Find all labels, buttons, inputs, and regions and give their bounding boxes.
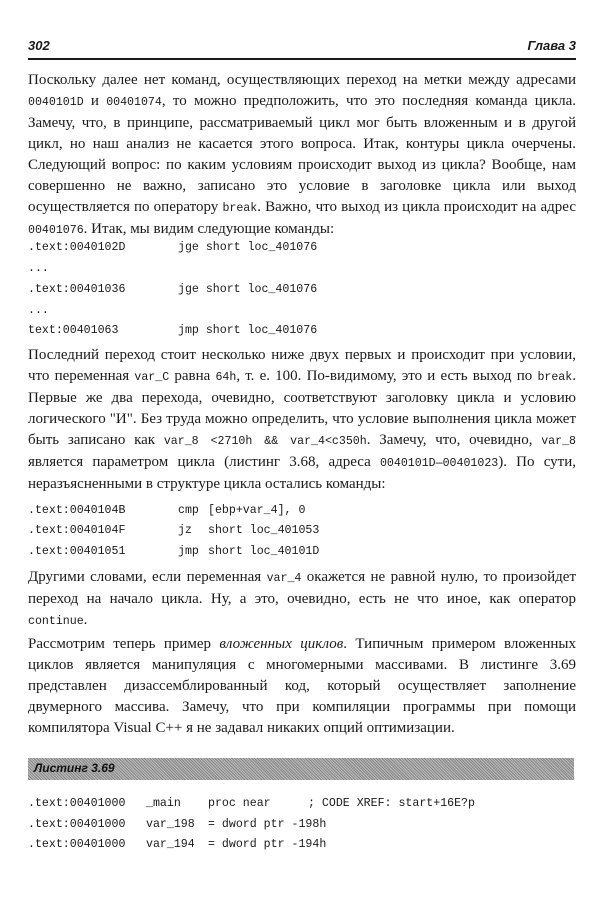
inline-code: var_8 <2710h && var_4<c350h: [163, 435, 367, 448]
inline-code: 0040101D: [28, 96, 84, 109]
inline-code: break: [537, 371, 573, 384]
paragraph-2: Последний переход стоит несколько ниже двух первых и происходит при условии, что переменная var_C равна 64h, т. е. 100. По-видимому, это и есть выход по break. Первые же два перехода, очевидно, соответствуют заголовку цикла и условию логического "И". Без труда можно определить, что условие выполнения цикла может быть записано как var_8 <2710h && var_4<c350h. Замечу, что, очевидно, var_8 является параметром цикла (листинг 3.68, адреса 0040101D—00401023). По сути, неразъясненными в структуре цикла остались команды:: [28, 347, 576, 492]
inline-code: 64h: [215, 371, 237, 384]
code-line: ...: [28, 262, 49, 275]
emphasis-text: вложенных циклов: [219, 636, 344, 652]
inline-code: 00401074: [106, 96, 162, 109]
code-line: .text:0040104B cmp [ebp+var_4], 0: [28, 504, 306, 517]
inline-code: continue: [28, 615, 84, 628]
paragraph-3: Другими словами, если переменная var_4 окажется не равной нулю, то произойдет переход на начало цикла. Ну, а это, очевидно, есть не что иное, как оператор continue.: [28, 569, 576, 628]
page-number: 302: [28, 38, 50, 53]
code-line: text:00401063 jmp short loc_401076: [28, 324, 318, 337]
inline-code: var_8: [541, 435, 576, 448]
page-header: [28, 38, 576, 60]
inline-code: 0040101D—00401023: [379, 457, 499, 470]
code-line: ...: [28, 304, 49, 317]
code-line: .text:00401000 var_194 = dword ptr -194h: [28, 838, 327, 851]
inline-code: var_C: [134, 371, 170, 384]
paragraph-1: Поскольку далее нет команд, осуществляющих переход на метки между адресами 0040101D и 00401074, то можно предположить, что это последняя команда цикла. Замечу, что, в принципе, рассматриваемый цикл мог быть вложенным и в другой цикл, но наш анализ не касается этого вопроса. Итак, контуры цикла очерчены. Следующий вопрос: по каким условиям происходит выход из цикла? Вообще, нам совершенно не важно, записано это условие в заголовке цикла или выход осуществляется по оператору break. Важно, что выход из цикла происходит на адрес 00401076. Итак, мы видим следующие команды:: [28, 72, 576, 237]
inline-code: 00401076: [28, 224, 84, 237]
inline-code: break: [222, 202, 258, 215]
code-line: .text:00401051 jmp short loc_40101D: [28, 545, 320, 558]
chapter-title: Глава 3: [527, 38, 576, 53]
code-line: .text:0040104F jz short loc_401053: [28, 524, 320, 537]
code-line: .text:0040102D jge short loc_401076: [28, 241, 318, 254]
paragraph-4: Рассмотрим теперь пример вложенных циклов. Типичным примером вложенных циклов является манипуляция с многомерными массивами. В листинге 3.69 представлен дизассемблированный код, который осуществляет заполнение двумерного массива. Замечу, что при компиляции программы при помощи компилятора Visual C++ я не задавал никаких опций оптимизации.: [28, 636, 576, 736]
code-line: .text:00401000 _main proc near ; CODE XREF: start+16E?p: [28, 797, 475, 810]
listing-title: Листинг 3.69: [34, 761, 115, 775]
inline-code: var_4: [266, 572, 302, 585]
listing-header: [28, 758, 574, 780]
code-line: .text:00401000 var_198 = dword ptr -198h: [28, 818, 327, 831]
code-line: .text:00401036 jge short loc_401076: [28, 283, 318, 296]
